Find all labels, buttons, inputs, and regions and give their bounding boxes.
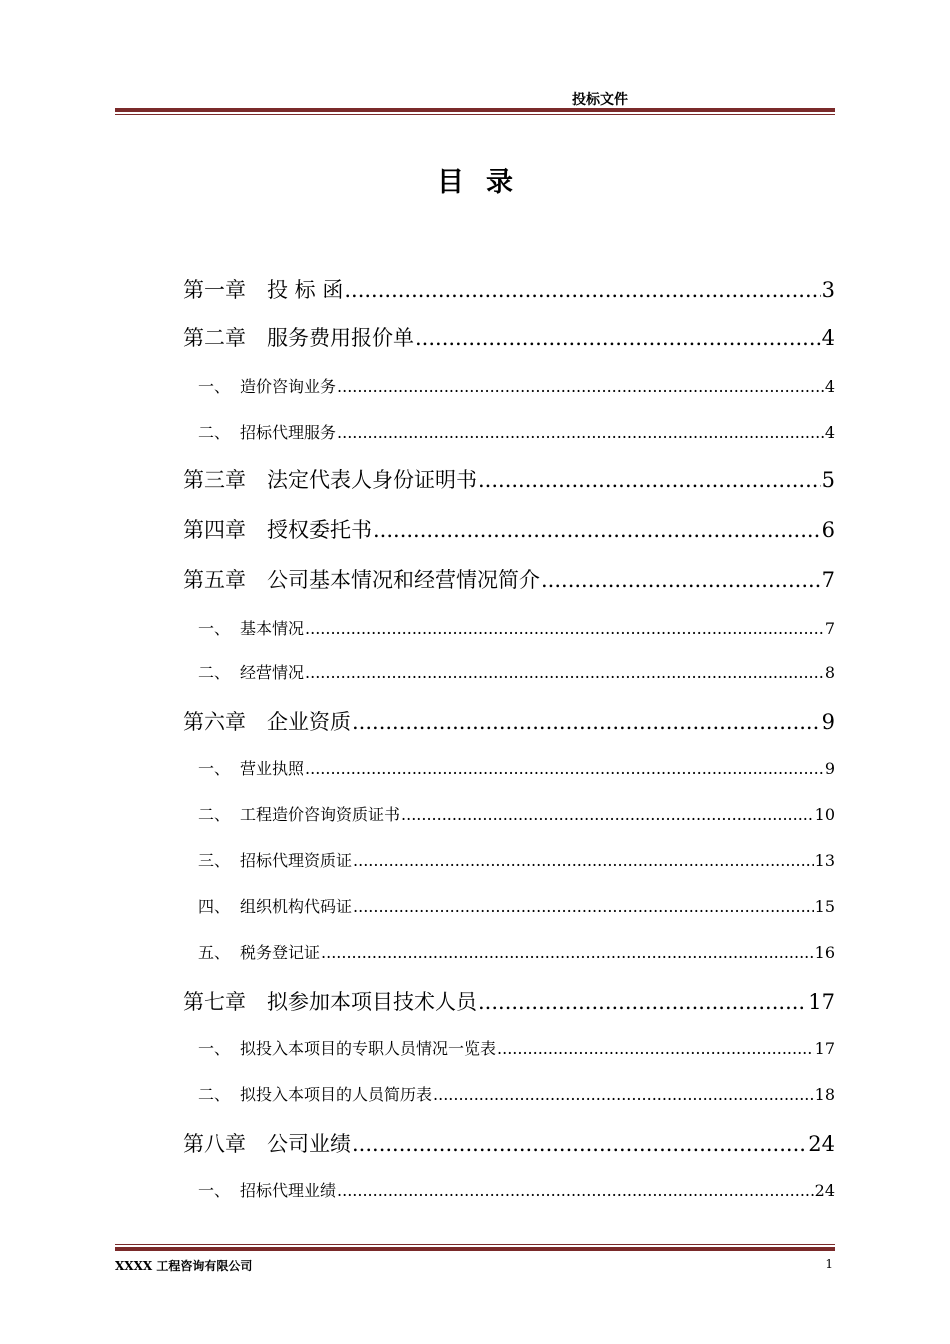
- footer-rule-thin: [115, 1244, 835, 1245]
- toc-entry-number: 第六章: [183, 710, 246, 734]
- toc-entry-label: 法定代表人身份证明书: [267, 468, 477, 492]
- toc-entry-number: 一、: [198, 377, 231, 396]
- toc-dot-leader: [433, 1085, 814, 1104]
- toc-section-entry[interactable]: [198, 1178, 835, 1201]
- toc-entry-number: 一、: [198, 759, 231, 778]
- footer-page-number: 1: [825, 1257, 833, 1271]
- toc-dot-leader: [352, 1132, 807, 1156]
- toc-entry-page: 7: [824, 619, 835, 638]
- toc-entry-number: 第二章: [183, 326, 246, 350]
- toc-chapter-entry[interactable]: [183, 464, 835, 494]
- toc-entry-page: 9: [824, 759, 835, 778]
- toc-entry-label: 投 标 函: [267, 278, 344, 302]
- toc-entry-label: 招标代理业绩: [240, 1181, 337, 1200]
- toc-dot-leader: [321, 943, 814, 962]
- toc-dot-leader: [478, 990, 807, 1014]
- toc-entry-page: 4: [821, 326, 835, 350]
- toc-entry-label: 公司基本情况和经营情况简介: [267, 568, 540, 592]
- footer-rule-thick: [115, 1247, 835, 1251]
- toc-dot-leader: [353, 851, 814, 870]
- toc-entry-label: 拟投入本项目的专职人员情况一览表: [240, 1039, 497, 1058]
- toc-entry-number: 一、: [198, 1039, 231, 1058]
- toc-entry-number: 第八章: [183, 1132, 246, 1156]
- toc-entry-number: 四、: [198, 897, 231, 916]
- toc-dot-leader: [352, 710, 821, 734]
- toc-entry-page: 17: [808, 990, 835, 1014]
- toc-entry-number: 第三章: [183, 468, 246, 492]
- toc-section-entry[interactable]: [198, 616, 835, 639]
- toc-entry-page: 3: [821, 278, 835, 302]
- toc-chapter-entry[interactable]: [183, 274, 835, 304]
- toc-entry-page: 24: [814, 1181, 835, 1200]
- toc-dot-leader: [478, 468, 821, 492]
- toc-entry-page: 6: [821, 518, 835, 542]
- toc-entry-page: 24: [808, 1132, 835, 1156]
- toc-section-entry[interactable]: [198, 940, 835, 963]
- toc-chapter-entry[interactable]: [183, 706, 835, 736]
- toc-entry-page: 9: [821, 710, 835, 734]
- toc-entry-number: 二、: [198, 663, 231, 682]
- toc-chapter-entry[interactable]: [183, 1128, 835, 1158]
- toc-entry-page: 13: [814, 851, 835, 870]
- toc-entry-page: 8: [824, 663, 835, 682]
- toc-dot-leader: [337, 1181, 814, 1200]
- toc-entry-number: 第五章: [183, 568, 246, 592]
- toc-entry-page: 15: [814, 897, 835, 916]
- toc-entry-page: 4: [824, 377, 835, 396]
- toc-dot-leader: [305, 619, 824, 638]
- footer-company: XXXX 工程咨询有限公司: [115, 1259, 253, 1273]
- toc-chapter-entry[interactable]: [183, 564, 835, 594]
- toc-entry-page: 5: [821, 468, 835, 492]
- toc-section-entry[interactable]: [198, 660, 835, 683]
- toc-entry-number: 三、: [198, 851, 231, 870]
- toc-chapter-entry[interactable]: [183, 514, 835, 544]
- toc-entry-number: 二、: [198, 423, 231, 442]
- toc-entry-label: 营业执照: [240, 759, 305, 778]
- toc-section-entry[interactable]: [198, 374, 835, 397]
- toc-section-entry[interactable]: [198, 420, 835, 443]
- toc-entry-number: 第一章: [183, 278, 246, 302]
- toc-entry-label: 工程造价咨询资质证书: [240, 805, 401, 824]
- toc-entry-number: 第七章: [183, 990, 246, 1014]
- toc-entry-number: 二、: [198, 805, 231, 824]
- toc-dot-leader: [415, 326, 821, 350]
- toc-section-entry[interactable]: [198, 894, 835, 917]
- toc-dot-leader: [305, 759, 824, 778]
- toc-dot-leader: [337, 423, 824, 442]
- toc-section-entry[interactable]: [198, 1082, 835, 1105]
- toc-section-entry[interactable]: [198, 1036, 835, 1059]
- toc-entry-page: 17: [814, 1039, 835, 1058]
- toc-entry-label: 经营情况: [240, 663, 305, 682]
- toc-entry-label: 拟投入本项目的人员简历表: [240, 1085, 433, 1104]
- toc-entry-number: 一、: [198, 1181, 231, 1200]
- toc-section-entry[interactable]: [198, 802, 835, 825]
- toc-entry-page: 10: [814, 805, 835, 824]
- toc-entry-label: 造价咨询业务: [240, 377, 337, 396]
- toc-entry-page: 7: [821, 568, 835, 592]
- toc-dot-leader: [353, 897, 814, 916]
- toc-dot-leader: [344, 278, 820, 302]
- toc-section-entry[interactable]: [198, 756, 835, 779]
- toc-dot-leader: [401, 805, 814, 824]
- toc-dot-leader: [541, 568, 821, 592]
- toc-entry-label: 授权委托书: [267, 518, 372, 542]
- toc-section-entry[interactable]: [198, 848, 835, 871]
- toc-dot-leader: [373, 518, 821, 542]
- toc-entry-number: 第四章: [183, 518, 246, 542]
- toc-entry-label: 企业资质: [267, 710, 351, 734]
- toc-dot-leader: [305, 663, 824, 682]
- toc-entry-label: 招标代理服务: [240, 423, 337, 442]
- toc-entry-page: 4: [824, 423, 835, 442]
- toc-entry-number: 一、: [198, 619, 231, 638]
- toc-dot-leader: [337, 377, 824, 396]
- toc-chapter-entry[interactable]: [183, 986, 835, 1016]
- toc-entry-page: 18: [814, 1085, 835, 1104]
- toc-entry-label: 组织机构代码证: [240, 897, 353, 916]
- toc-entry-label: 税务登记证: [240, 943, 321, 962]
- header-title: 投标文件: [572, 92, 628, 108]
- toc-entry-label: 公司业绩: [267, 1132, 351, 1156]
- toc-entry-label: 拟参加本项目技术人员: [267, 990, 477, 1014]
- toc-dot-leader: [497, 1039, 814, 1058]
- toc-entry-label: 基本情况: [240, 619, 305, 638]
- toc-entry-page: 16: [814, 943, 835, 962]
- toc-entry-number: 二、: [198, 1085, 231, 1104]
- toc-entry-label: 服务费用报价单: [267, 326, 414, 350]
- toc-title: 目录: [437, 167, 535, 198]
- toc-chapter-entry[interactable]: [183, 322, 835, 352]
- toc-entry-number: 五、: [198, 943, 231, 962]
- toc-entry-label: 招标代理资质证: [240, 851, 353, 870]
